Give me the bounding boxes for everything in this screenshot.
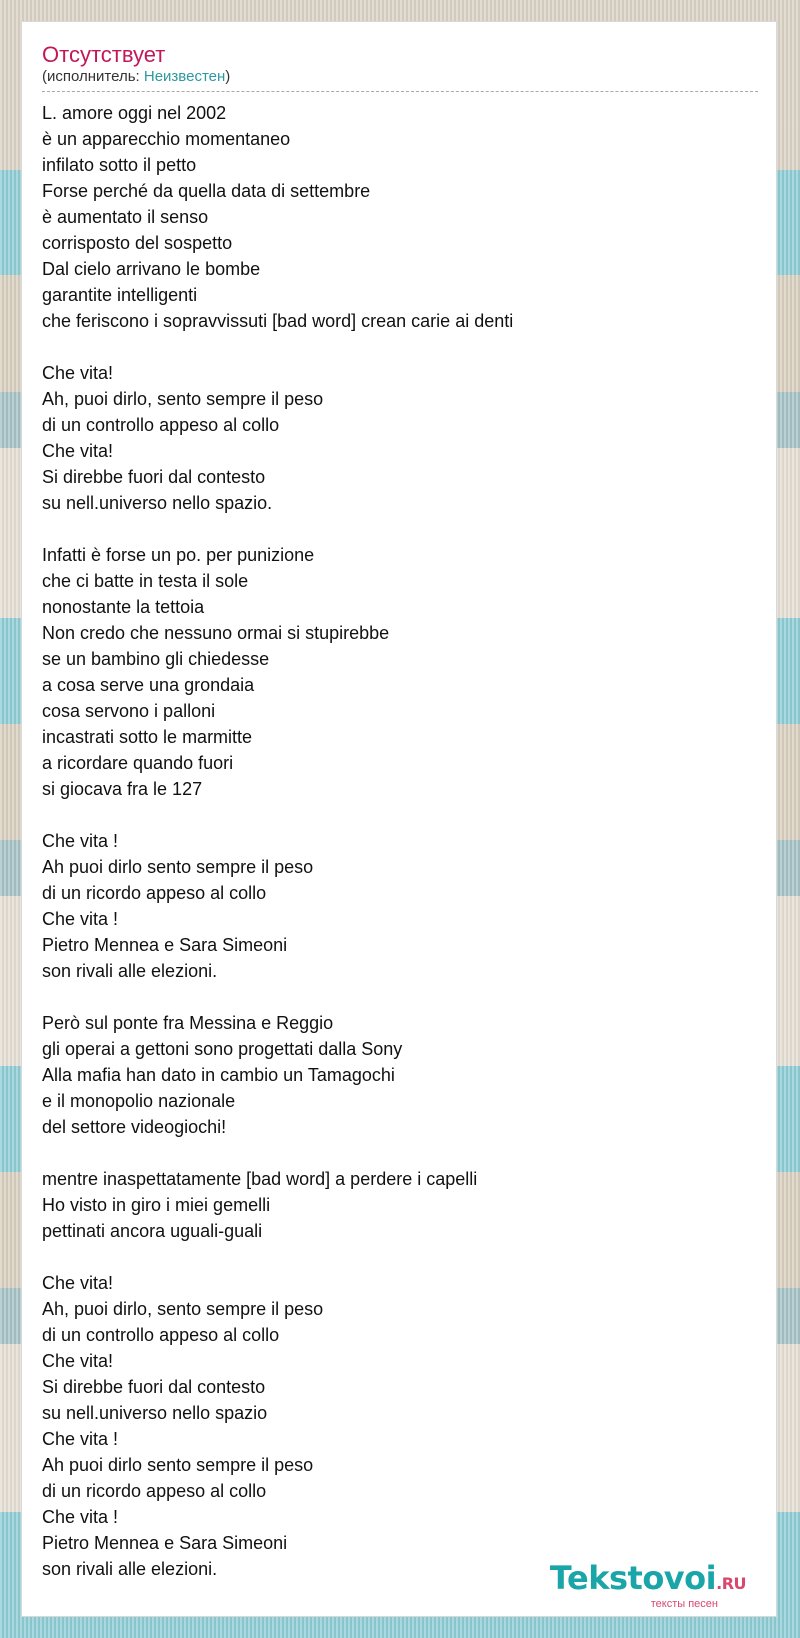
artist-suffix: )	[225, 68, 231, 85]
logo-brand: Tekstovoi	[549, 1559, 717, 1597]
lyrics-card	[21, 21, 777, 1617]
logo-tagline: тексты песен	[650, 1598, 718, 1610]
artist-prefix: (исполнитель:	[42, 68, 144, 85]
artist-line	[42, 68, 758, 86]
song-header	[42, 42, 758, 86]
logo-wordmark	[550, 1561, 746, 1601]
song-title: Отсутствует	[42, 42, 166, 67]
site-logo[interactable]	[550, 1561, 746, 1610]
artist-link[interactable]: Неизвестен	[143, 68, 226, 85]
lyrics-text: L. amore oggi nel 2002 è un apparecchio momentaneo infilato sotto il petto Forse perché da quella data di settembre è aumentato il senso corrisposto del sospetto Dal cielo arrivano le bombe garantite intelligenti che feriscono i sopravvissuti [bad word] crean carie ai denti Che vita! Ah, puoi dirlo, sento sempre il peso di un controllo appeso al collo Che vita! Si direbbe fuori dal contesto su nell.universo nello spazio. Infatti è forse un po. per punizione che ci batte in testa il sole nonostante la tettoia Non credo che nessuno ormai si stupirebbe se un bambino gli chiedesse a cosa serve una grondaia cosa servono i palloni incastrati sotto le marmitte a ricordare quando fuori si giocava fra le 127 Che vita ! Ah puoi dirlo sento sempre il peso di un ricordo appeso al collo Che vita ! Pietro Mennea e Sara Simeoni son rivali alle elezioni. Però sul ponte fra Messina e Reggio gli operai a gettoni sono progettati dalla Sony Alla mafia han dato in cambio un Tamagochi e il monopolio nazionale del settore videogiochi! mentre inaspettatamente [bad word] a perdere i capelli Ho visto in giro i miei gemelli pettinati ancora uguali-guali Che vita! Ah, puoi dirlo, sento sempre il peso di un controllo appeso al collo Che vita! Si direbbe fuori dal contesto su nell.universo nello spazio Che vita ! Ah puoi dirlo sento sempre il peso di un ricordo appeso al collo Che vita ! Pietro Mennea e Sara Simeoni son rivali alle elezioni.	[42, 103, 514, 1579]
header-divider	[42, 91, 758, 92]
logo-tld: .RU	[716, 1574, 746, 1593]
